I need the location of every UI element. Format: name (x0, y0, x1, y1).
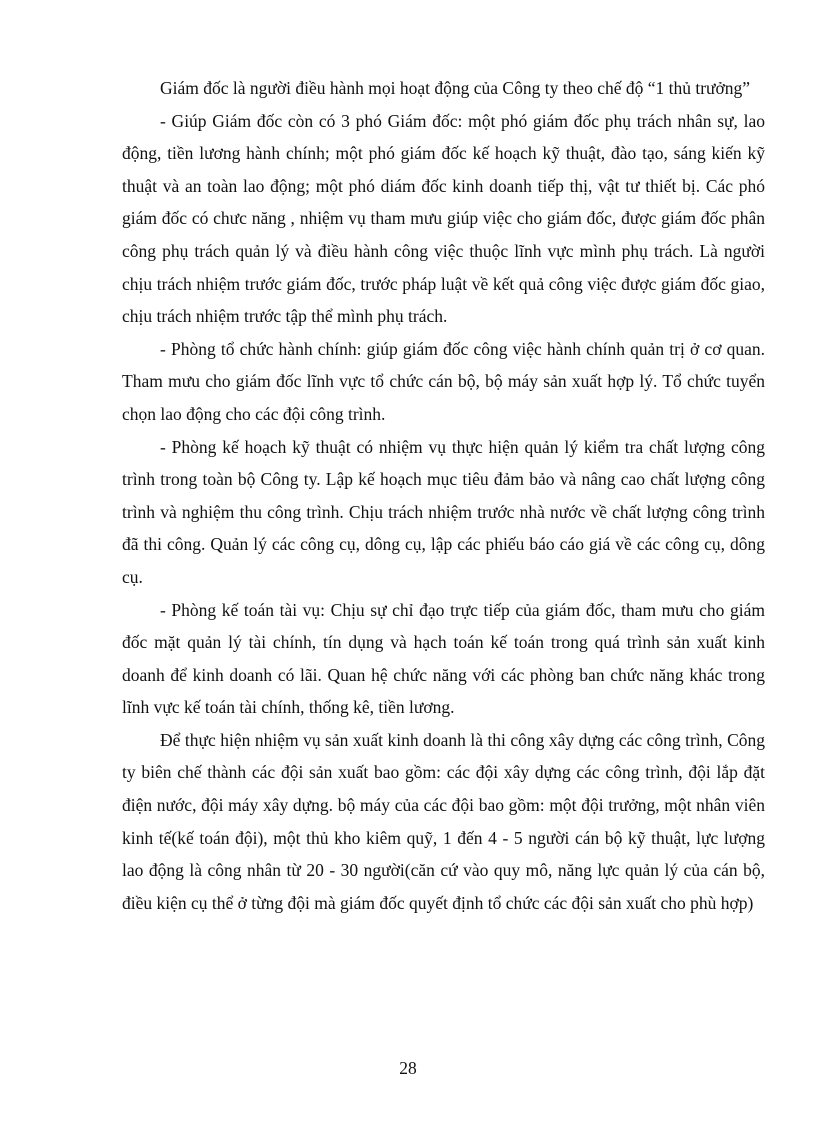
paragraph-accounting-department: - Phòng kế toán tài vụ: Chịu sự chỉ đạo trực tiếp của giám đốc, tham mưu cho giám đốc mặt quản lý tài chính, tín dụng và hạch toán kế toán trong quá trình sản xuất kinh doanh để kinh doanh có lãi. Quan hệ chức năng với các phòng ban chức năng khác trong lĩnh vực kế toán tài chính, thống kê, tiền lương. (122, 599, 765, 718)
paragraph-director-role: Giám đốc là người điều hành mọi hoạt động của Công ty theo chế độ “1 thủ trưởng” (160, 78, 751, 98)
page-number: 28 (399, 1058, 417, 1078)
paragraph-production-teams: Để thực hiện nhiệm vụ sản xuất kinh doanh là thi công xây dựng các công trình, Công ty biên chế thành các đội sản xuất bao gồm: các đội xây dựng các công trình, đội lắp đặt điện nước, đội máy xây dựng. bộ máy của các đội bao gồm: một đội trưởng, một nhân viên kinh tế(kế toán đội), một thủ kho kiêm quỹ, 1 đến 4 - 5 người cán bộ kỹ thuật, lực lượng lao động là công nhân từ 20 - 30 người(căn cứ vào quy mô, năng lực quản lý của cán bộ, điều kiện cụ thể ở từng đội mà giám đốc quyết định tổ chức các đội sản xuất cho phù hợp) (122, 729, 765, 913)
document-body (122, 72, 765, 919)
paragraph-deputy-directors: - Giúp Giám đốc còn có 3 phó Giám đốc: một phó giám đốc phụ trách nhân sự, lao động, tiền lương hành chính; một phó giám đốc kế hoạch kỹ thuật, đào tạo, sáng kiến kỹ thuật và an toàn lao động; một phó diám đốc kinh doanh tiếp thị, vật tư thiết bị. Các phó giám đốc có chưc năng , nhiệm vụ tham mưu giúp việc cho giám đốc, được giám đốc phân công phụ trách quản lý và điều hành công việc thuộc lĩnh vực mình phụ trách. Là người chịu trách nhiệm trước giám đốc, trước pháp luật về kết quả công việc được giám đốc giao, chịu trách nhiệm trước tập thể mình phụ trách. (122, 110, 765, 327)
paragraph-admin-department: - Phòng tổ chức hành chính: giúp giám đốc công việc hành chính quản trị ở cơ quan. Tham mưu cho giám đốc lĩnh vực tổ chức cán bộ, bộ máy sản xuất hợp lý. Tổ chức tuyển chọn lao động cho các đội công trình. (122, 338, 765, 424)
paragraph-planning-technical-department: - Phòng kế hoạch kỹ thuật có nhiệm vụ thực hiện quản lý kiểm tra chất lượng công trình trong toàn bộ Công ty. Lập kế hoạch mục tiêu đảm bảo và nâng cao chất lượng công trình và nghiệm thu công trình. Chịu trách nhiệm trước nhà nước về chất lượng công trình đã thi công. Quản lý các công cụ, dông cụ, lập các phiếu báo cáo giá về các công cụ, dông cụ. (122, 436, 765, 587)
